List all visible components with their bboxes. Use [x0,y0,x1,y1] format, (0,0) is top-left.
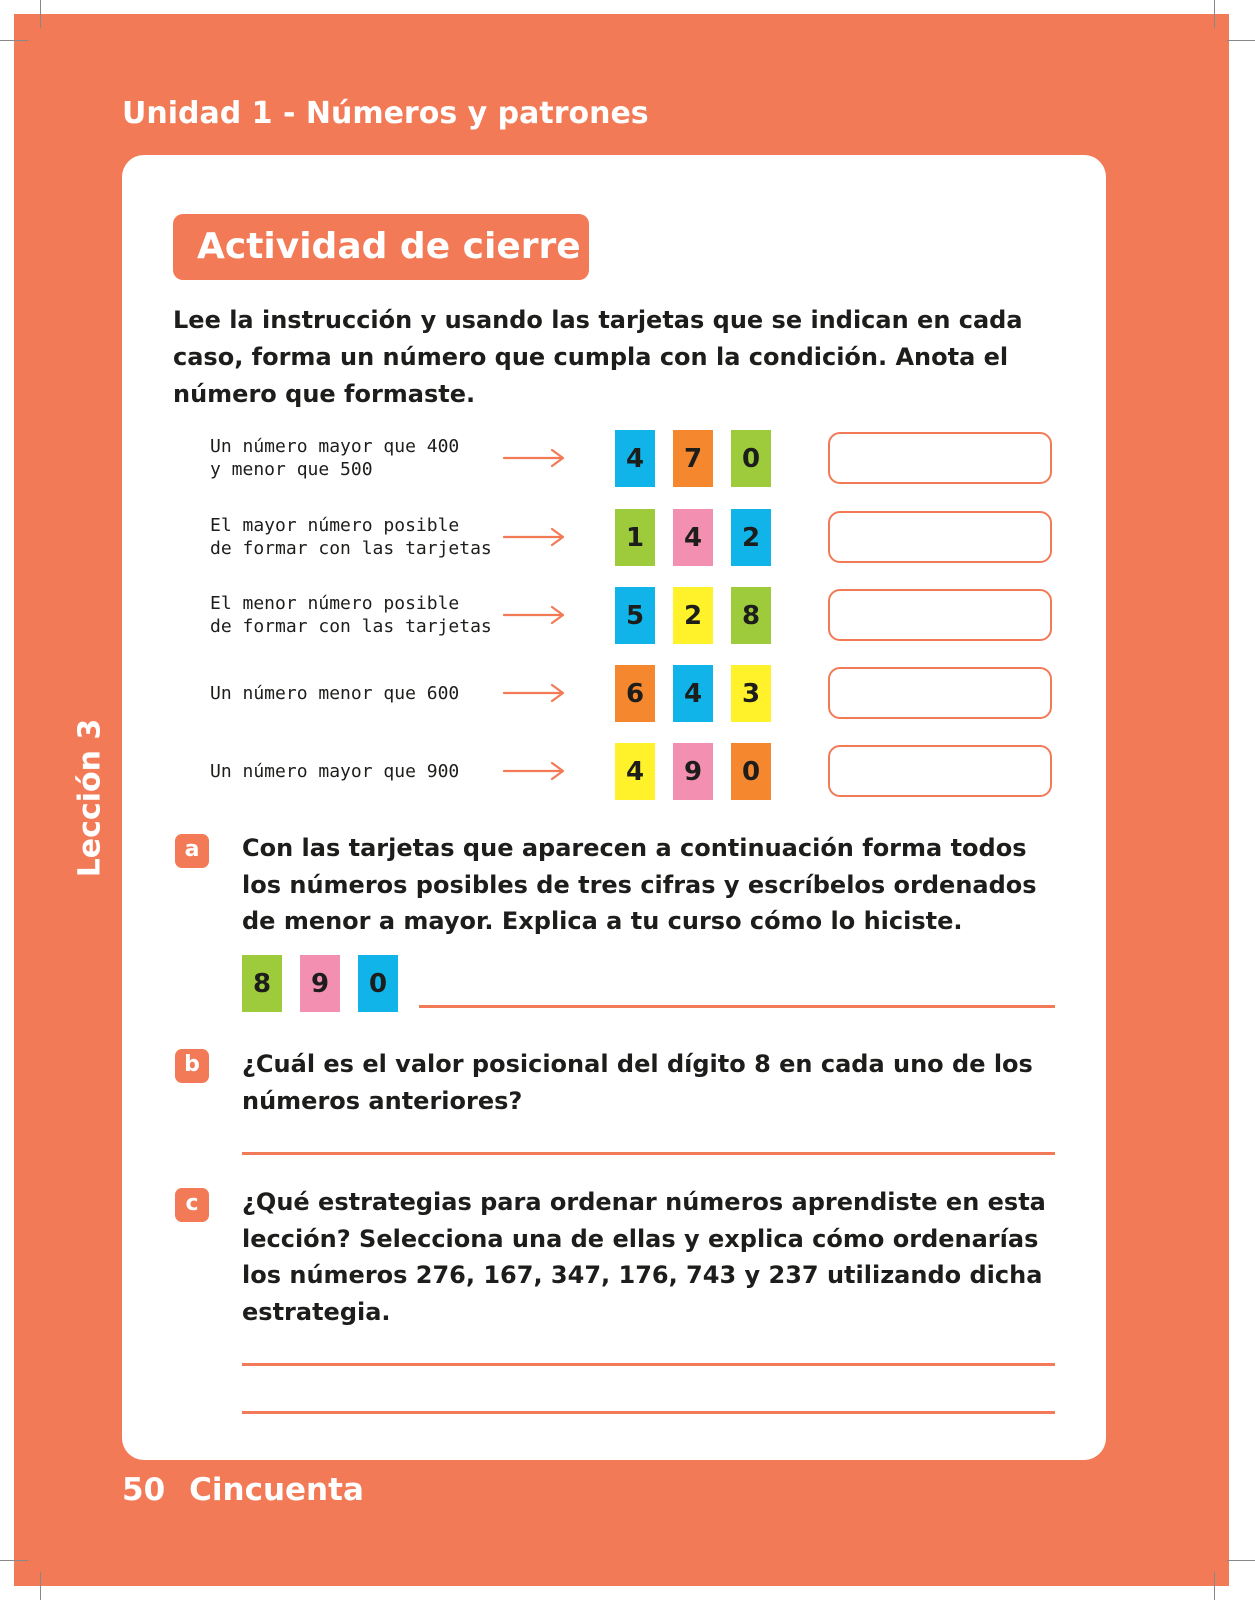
number-card: 1 [615,509,655,566]
answer-line-b[interactable] [242,1152,1055,1155]
crop-mark [0,1560,28,1561]
number-card: 4 [615,430,655,487]
arrow-right-icon [502,760,566,782]
condition-row [0,428,1255,488]
page-number: 50 [122,1472,166,1508]
number-card: 8 [242,955,282,1012]
condition-text: El menor número posible de formar con las tarjetas [210,593,492,637]
number-card: 6 [615,665,655,722]
number-card: 4 [673,509,713,566]
condition-row [0,507,1255,567]
unit-title: Unidad 1 - Números y patrones [122,96,649,131]
number-card: 9 [300,955,340,1012]
crop-mark [1227,40,1255,41]
answer-line-c1[interactable] [242,1363,1055,1366]
page-word: Cincuenta [189,1472,364,1508]
arrow-right-icon [502,604,566,626]
condition-text: Un número mayor que 400 y menor que 500 [210,436,460,480]
number-card: 8 [731,587,771,644]
condition-row [0,585,1255,645]
number-card: 0 [731,430,771,487]
crop-mark [40,1572,41,1600]
answer-box[interactable] [828,589,1052,641]
condition-row [0,663,1255,723]
question-b-text: ¿Cuál es el valor posicional del dígito 8 en cada uno de los números anteriores? [242,1050,1033,1115]
condition-text: El mayor número posible de formar con las tarjetas [210,515,492,559]
number-card: 3 [731,665,771,722]
answer-box[interactable] [828,432,1052,484]
arrow-right-icon [502,447,566,469]
number-card: 5 [615,587,655,644]
number-card: 2 [673,587,713,644]
number-card: 0 [731,743,771,800]
activity-title: Actividad de cierre [173,214,589,280]
activity-instructions: Lee la instrucción y usando las tarjetas que se indican en cada caso, forma un número que cumpla con la condición. Anota el número que formaste. [173,306,1023,408]
arrow-right-icon [502,526,566,548]
question-c-text: ¿Qué estrategias para ordenar números aprendiste en esta lección? Selecciona una de ellas y explica cómo ordenarías los números 276, 167, 347, 176, 743 y 237 utilizando dicha estrategia. [242,1188,1046,1326]
answer-box[interactable] [828,511,1052,563]
number-card: 7 [673,430,713,487]
number-card: 2 [731,509,771,566]
number-card: 4 [673,665,713,722]
answer-box[interactable] [828,745,1052,797]
arrow-right-icon [502,682,566,704]
condition-text: Un número menor que 600 [210,682,460,704]
lesson-label: Lección 3 [72,718,108,878]
condition-row [0,741,1255,801]
number-card: 9 [673,743,713,800]
answer-line-a[interactable] [419,1005,1055,1008]
condition-text: Un número mayor que 900 [210,760,460,782]
question-letter-b: b [175,1049,209,1083]
question-letter-c: c [175,1188,209,1222]
crop-mark [1227,1560,1255,1561]
answer-box[interactable] [828,667,1052,719]
answer-line-c2[interactable] [242,1411,1055,1414]
crop-mark [1214,1572,1215,1600]
question-a-text: Con las tarjetas que aparecen a continuación forma todos los números posibles de tres cifras y escríbelos ordenados de menor a mayor. Explica a tu curso cómo lo hiciste. [242,834,1037,935]
number-card: 0 [358,955,398,1012]
number-card: 4 [615,743,655,800]
crop-mark [40,0,41,28]
question-letter-a: a [175,834,209,868]
crop-mark [0,40,28,41]
crop-mark [1214,0,1215,28]
page-footer [122,1472,364,1508]
